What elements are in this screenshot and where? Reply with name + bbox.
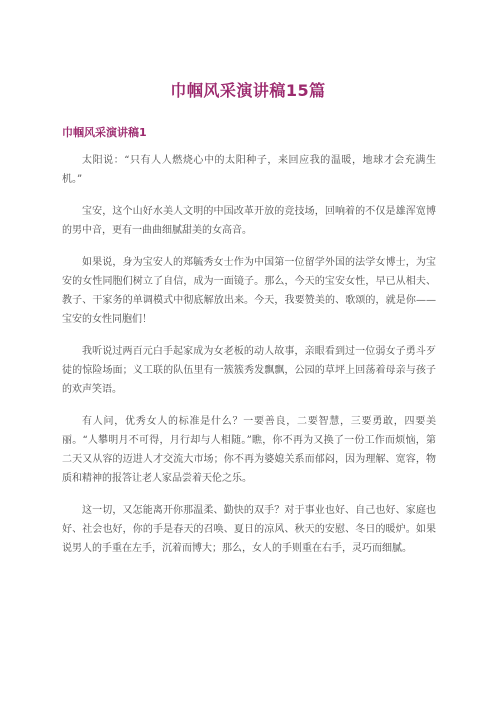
paragraph: 我听说过两百元白手起家成为女老板的动人故事，亲眼看到过一位弱女子勇斗歹徒的惊险场面；义工联的队伍里有一簇簇秀发飘飘，公园的草坪上回荡着母亲与孩子的欢声笑语。 bbox=[62, 346, 436, 395]
document-title: 巾帼风采演讲稿15篇 bbox=[170, 81, 326, 100]
paragraph: 这一切，又怎能离开你那温柔、勤快的双手？对于事业也好、自己也好、家庭也好、社会也好，你的手是春天的召唤、夏日的凉风、秋天的安慰、冬日的暖炉。如果说男人的手重在左手，沉着而博大；那么，女人的手则重在右手，灵巧而细腻。 bbox=[62, 505, 436, 554]
paragraph: 有人问，优秀女人的标准是什么？一要善良，二要智慧，三要勇敢，四要美丽。“人攀明月不可得，月行却与人相随。”瞧，你不再为又换了一份工作而烦恼，第二天又从容的迈进人才交流大市场；你不再为婆媳关系而郁闷，因为理解、宽容，物质和精神的报答让老人家品尝着天伦之乐。 bbox=[62, 416, 436, 484]
paragraph: 如果说，身为宝安人的郑毓秀女士作为中国第一位留学外国的法学女博士，为宝安的女性同胞们树立了自信，成为一面镜子。那么，今天的宝安女性，早已从相夫、教子、干家务的单调模式中彻底解放出来。今天，我要赞美的、歌颂的，就是你——宝安的女性同胞们！ bbox=[62, 257, 436, 325]
paragraph: 宝安，这个山好水美人文明的中国改革开放的竞技场，回响着的不仅是雄浑宽博的男中音，更有一曲曲细腻甜美的女高音。 bbox=[62, 206, 436, 236]
section-heading: 巾帼风采演讲稿1 bbox=[62, 126, 147, 139]
document-body bbox=[62, 151, 436, 571]
paragraph: 太阳说：“只有人人燃烧心中的太阳种子，来回应我的温暖，地球才会充满生机。” bbox=[62, 155, 436, 185]
